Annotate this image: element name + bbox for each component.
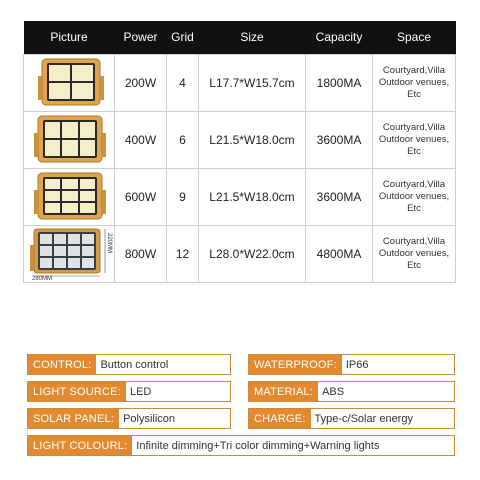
grid-value: 9 <box>167 168 199 225</box>
space-value <box>373 225 456 282</box>
product-image-cell <box>24 111 115 168</box>
feature-row <box>27 354 455 375</box>
space-line: Etc <box>407 259 421 271</box>
power-value: 600W <box>115 168 167 225</box>
space-line: Outdoor venues, <box>378 76 450 88</box>
feature-value: LED <box>129 385 152 398</box>
feature-label: LIGHT SOURCE: <box>28 382 126 401</box>
space-value <box>373 168 456 225</box>
capacity-value: 1800MA <box>306 54 373 111</box>
table-row <box>24 54 456 111</box>
feature-row <box>27 408 455 429</box>
size-value: L21.5*W18.0cm <box>199 111 306 168</box>
feature-value: IP66 <box>345 358 369 371</box>
feature-label: CHARGE: <box>249 409 311 428</box>
power-value: 400W <box>115 111 167 168</box>
height-dimension-label: 220MM <box>106 232 112 253</box>
width-dimension-label: 280MM <box>32 275 53 282</box>
product-image-cell <box>24 54 115 111</box>
size-value: L28.0*W22.0cm <box>199 225 306 282</box>
feature-list <box>27 354 455 462</box>
feature-label: MATERIAL: <box>249 382 318 401</box>
feature-light-source <box>27 381 231 402</box>
feature-value: ABS <box>322 385 345 398</box>
space-line: Courtyard,Villa <box>382 178 446 190</box>
space-line: Courtyard,Villa <box>382 64 446 76</box>
grid-value: 4 <box>167 54 199 111</box>
product-image-800w <box>26 227 112 281</box>
feature-value: Infinite dimming+Tri color dimming+Warning lights <box>136 439 380 452</box>
power-value: 200W <box>115 54 167 111</box>
header-power: Power <box>115 21 167 54</box>
space-value <box>373 111 456 168</box>
feature-control <box>27 354 231 375</box>
product-image-cell <box>24 168 115 225</box>
header-capacity: Capacity <box>306 21 373 54</box>
size-value: L21.5*W18.0cm <box>199 168 306 225</box>
feature-waterproof <box>248 354 455 375</box>
product-image-600w <box>26 170 112 224</box>
space-line: Etc <box>407 88 421 100</box>
space-line: Etc <box>407 202 421 214</box>
feature-value: Button control <box>100 358 169 371</box>
space-line: Etc <box>407 145 421 157</box>
space-value <box>373 54 456 111</box>
product-image-400w <box>26 113 112 167</box>
feature-row <box>27 381 455 402</box>
feature-label: WATERPROOF: <box>249 355 342 374</box>
header-size: Size <box>199 21 306 54</box>
capacity-value: 3600MA <box>306 168 373 225</box>
space-line: Outdoor venues, <box>378 133 450 145</box>
table-row <box>24 225 456 282</box>
capacity-value: 3600MA <box>306 111 373 168</box>
space-line: Courtyard,Villa <box>382 235 446 247</box>
space-line: Outdoor venues, <box>378 247 450 259</box>
feature-label: SOLAR PANEL: <box>28 409 119 428</box>
feature-value: Type-c/Solar energy <box>314 412 413 425</box>
product-image-200w <box>26 56 112 110</box>
grid-value: 6 <box>167 111 199 168</box>
feature-material <box>248 381 455 402</box>
header-grid: Grid <box>167 21 199 54</box>
feature-label: LIGHT COLOURL: <box>28 436 132 455</box>
size-value: L17.7*W15.7cm <box>199 54 306 111</box>
feature-solar-panel <box>27 408 231 429</box>
space-line: Courtyard,Villa <box>382 121 446 133</box>
feature-label: CONTROL: <box>28 355 96 374</box>
capacity-value: 4800MA <box>306 225 373 282</box>
space-line: Outdoor venues, <box>378 190 450 202</box>
table-header-row <box>24 21 456 54</box>
feature-light-colour <box>27 435 455 456</box>
grid-value: 12 <box>167 225 199 282</box>
power-value: 800W <box>115 225 167 282</box>
spec-table <box>23 21 456 283</box>
header-picture: Picture <box>24 21 115 54</box>
table-row <box>24 111 456 168</box>
product-image-cell <box>24 225 115 282</box>
table-row <box>24 168 456 225</box>
header-space: Space <box>373 21 456 54</box>
feature-row <box>27 435 455 456</box>
feature-charge <box>248 408 455 429</box>
feature-value: Polysilicon <box>123 412 176 425</box>
